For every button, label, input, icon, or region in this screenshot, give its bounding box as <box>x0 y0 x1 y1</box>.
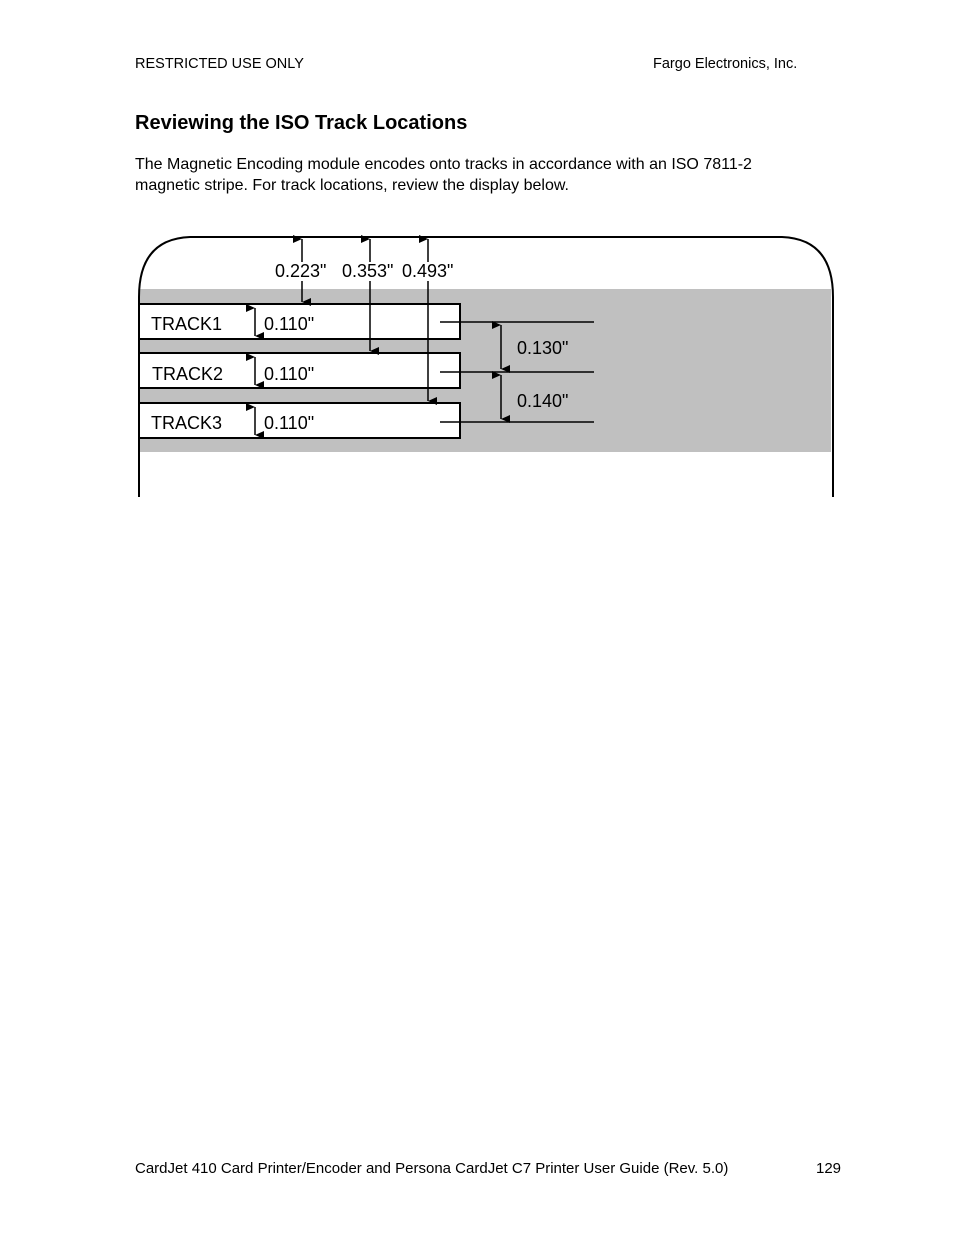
spacing-label-0130: 0.130" <box>517 338 569 358</box>
offset-label-0493: 0.493" <box>402 261 454 281</box>
section-title: Reviewing the ISO Track Locations <box>135 112 468 134</box>
iso-track-diagram <box>0 0 954 520</box>
offset-label-0223: 0.223" <box>275 261 327 281</box>
track3-height-label: 0.110" <box>264 413 315 433</box>
header-restricted-notice: RESTRICTED USE ONLY <box>135 56 304 72</box>
track3-label: TRACK3 <box>151 413 223 433</box>
track2-label: TRACK2 <box>152 364 224 384</box>
page-number: 129 <box>816 1160 842 1177</box>
section-body: The Magnetic Encoding module encodes onto tracks in accordance with an ISO 7811-2 magnetic stripe. For track locations, review the display below. <box>135 156 752 194</box>
track2-height-label: 0.110" <box>264 364 315 384</box>
track1-height-label: 0.110" <box>264 314 315 334</box>
spacing-label-0140: 0.140" <box>517 391 569 411</box>
offset-label-0353: 0.353" <box>342 261 394 281</box>
header-company-name: Fargo Electronics, Inc. <box>653 56 798 72</box>
track1-label: TRACK1 <box>151 314 223 334</box>
footer-guide-title: CardJet 410 Card Printer/Encoder and Persona CardJet C7 Printer User Guide (Rev. 5.0) <box>135 1160 729 1177</box>
